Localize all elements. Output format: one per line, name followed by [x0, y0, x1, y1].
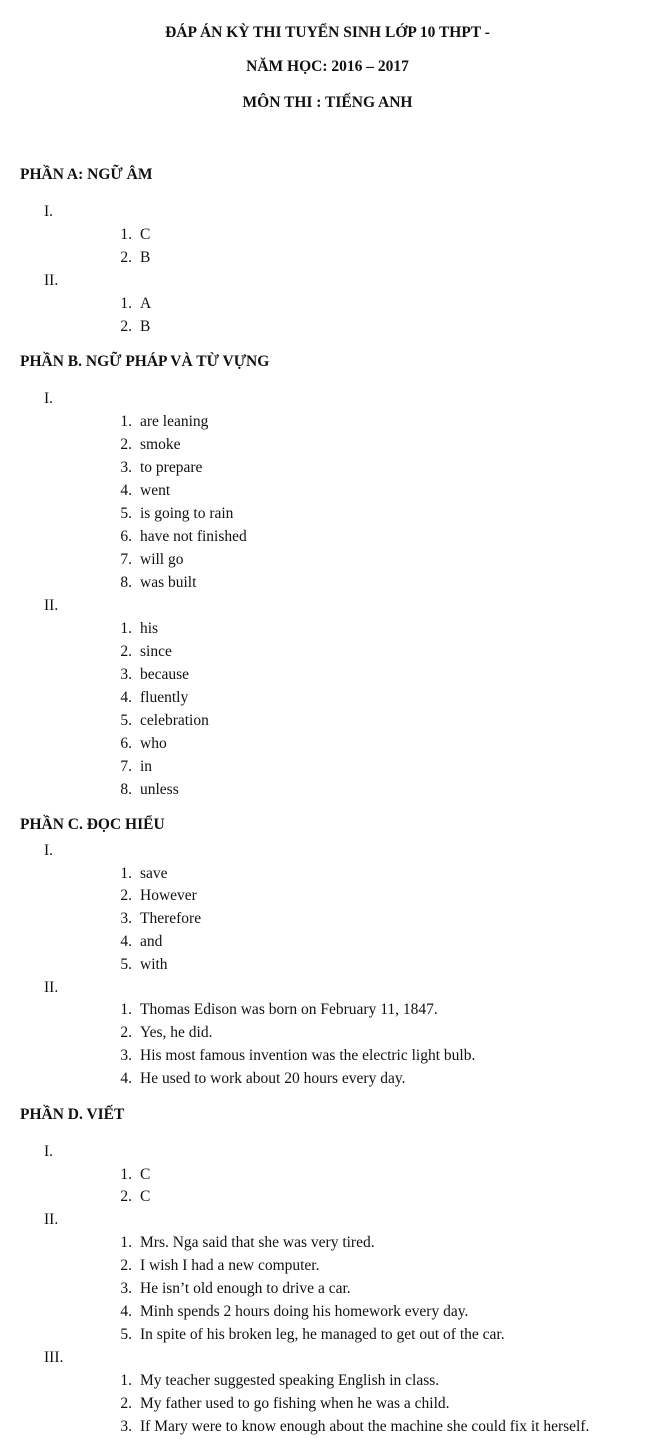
item-number: 2.: [120, 643, 132, 660]
answer-item: [112, 1280, 351, 1298]
item-number: 2.: [120, 318, 132, 335]
item-text: and: [140, 933, 163, 950]
item-text: Thomas Edison was born on February 11, 1847.: [140, 1001, 438, 1018]
answer-item: [112, 1024, 213, 1042]
item-number: 1.: [120, 1001, 132, 1018]
item-text: have not finished: [140, 528, 247, 545]
part-label: I.: [44, 390, 54, 407]
answer-item: [112, 574, 196, 592]
part-label: III.: [44, 1349, 64, 1366]
answer-item: [112, 1047, 475, 1065]
answer-item: [112, 249, 150, 267]
item-number: 1.: [120, 1372, 132, 1389]
item-number: 8.: [120, 574, 132, 591]
item-text: His most famous invention was the electric light bulb.: [140, 1047, 476, 1064]
answer-item: [112, 666, 189, 684]
header-title-line-3: MÔN THI : TIẾNG ANH: [242, 94, 413, 111]
item-number: 3.: [120, 910, 132, 927]
item-number: 4.: [120, 689, 132, 706]
answer-item: [112, 1372, 439, 1390]
item-number: 2.: [120, 1257, 132, 1274]
item-text: If Mary were to know enough about the machine she could fix it herself.: [140, 1418, 590, 1435]
item-text: My father used to go fishing when he was a child.: [140, 1395, 450, 1412]
answer-item: [112, 436, 180, 454]
part-label: II.: [44, 979, 59, 996]
item-number: 7.: [120, 758, 132, 775]
item-number: 6.: [120, 735, 132, 752]
item-text: Yes, he did.: [140, 1024, 213, 1041]
answer-item: [112, 1188, 150, 1206]
item-number: 2.: [120, 1395, 132, 1412]
item-number: 8.: [120, 781, 132, 798]
section-d-title: PHẦN D. VIẾT: [20, 1106, 125, 1123]
item-text: was built: [140, 574, 197, 591]
answer-item: [112, 712, 209, 730]
item-text: C: [140, 1188, 151, 1205]
answer-item: [112, 689, 188, 707]
section-b-title: PHẦN B. NGỮ PHÁP VÀ TỪ VỰNG: [20, 353, 270, 370]
item-text: save: [140, 865, 168, 882]
header-title-line-2: NĂM HỌC: 2016 – 2017: [246, 58, 409, 75]
item-number: 6.: [120, 528, 132, 545]
answer-item: [112, 1418, 589, 1436]
part-label: II.: [44, 597, 59, 614]
item-number: 3.: [120, 666, 132, 683]
item-number: 7.: [120, 551, 132, 568]
answer-item: [112, 933, 162, 951]
item-number: 4.: [120, 1070, 132, 1087]
item-number: 3.: [120, 1280, 132, 1297]
header-title-line-1: ĐÁP ÁN KỲ THI TUYỂN SINH LỚP 10 THPT -: [165, 24, 490, 41]
answer-item: [112, 1001, 438, 1019]
item-number: 1.: [120, 1166, 132, 1183]
answer-item: [112, 956, 168, 974]
answer-item: [112, 318, 150, 336]
item-text: fluently: [140, 689, 189, 706]
item-number: 5.: [120, 1326, 132, 1343]
answer-item: [112, 295, 151, 313]
item-number: 2.: [120, 1024, 132, 1041]
answer-item: [112, 226, 150, 244]
item-number: 1.: [120, 295, 132, 312]
item-number: 5.: [120, 505, 132, 522]
answer-item: [112, 910, 201, 928]
part-label: I.: [44, 203, 54, 220]
item-number: 2.: [120, 249, 132, 266]
item-text: Mrs. Nga said that she was very tired.: [140, 1234, 375, 1251]
item-number: 3.: [120, 459, 132, 476]
item-number: 1.: [120, 865, 132, 882]
answer-item: [112, 505, 233, 523]
item-text: Minh spends 2 hours doing his homework every day.: [140, 1303, 469, 1320]
item-text: My teacher suggested speaking English in class.: [140, 1372, 440, 1389]
answer-item: [112, 781, 179, 799]
section-a-title: PHẦN A: NGỮ ÂM: [20, 166, 153, 183]
item-number: 1.: [120, 413, 132, 430]
item-number: 4.: [120, 482, 132, 499]
answer-item: [112, 1326, 505, 1344]
answer-item: [112, 459, 202, 477]
item-text: are leaning: [140, 413, 209, 430]
item-number: 1.: [120, 620, 132, 637]
item-text: Therefore: [140, 910, 202, 927]
item-text: In spite of his broken leg, he managed to get out of the car.: [140, 1326, 505, 1343]
item-number: 2.: [120, 436, 132, 453]
item-text: C: [140, 1166, 151, 1183]
answer-item: [112, 887, 197, 905]
item-number: 4.: [120, 933, 132, 950]
part-label: I.: [44, 1143, 54, 1160]
answer-item: [112, 1257, 320, 1275]
item-text: smoke: [140, 436, 181, 453]
item-number: 5.: [120, 712, 132, 729]
item-text: in: [140, 758, 153, 775]
answer-item: [112, 758, 152, 776]
answer-item: [112, 1166, 150, 1184]
item-text: to prepare: [140, 459, 203, 476]
answer-item: [112, 643, 172, 661]
answer-item: [112, 1303, 468, 1321]
item-text: However: [140, 887, 197, 904]
item-number: 5.: [120, 956, 132, 973]
item-number: 2.: [120, 887, 132, 904]
part-label: I.: [44, 842, 54, 859]
item-number: 3.: [120, 1047, 132, 1064]
item-number: 4.: [120, 1303, 132, 1320]
part-label: II.: [44, 272, 59, 289]
answer-item: [112, 735, 167, 753]
answer-item: [112, 413, 208, 431]
item-number: 1.: [120, 226, 132, 243]
answer-item: [112, 551, 184, 569]
item-text: A: [140, 295, 152, 312]
item-text: C: [140, 226, 151, 243]
part-label: II.: [44, 1211, 59, 1228]
item-text: will go: [140, 551, 184, 568]
item-number: 2.: [120, 1188, 132, 1205]
section-c-title: PHẦN C. ĐỌC HIỂU: [20, 816, 165, 833]
answer-item: [112, 528, 247, 546]
item-text: He isn’t old enough to drive a car.: [140, 1280, 351, 1297]
answer-item: [112, 482, 170, 500]
answer-item: [112, 1395, 450, 1413]
item-text: He used to work about 20 hours every day.: [140, 1070, 406, 1087]
item-text: because: [140, 666, 190, 683]
item-text: with: [140, 956, 168, 973]
item-text: celebration: [140, 712, 209, 729]
answer-item: [112, 1070, 405, 1088]
answer-item: [112, 1234, 375, 1252]
item-text: B: [140, 318, 151, 335]
item-text: is going to rain: [140, 505, 234, 522]
answer-item: [112, 865, 168, 883]
item-text: who: [140, 735, 167, 752]
answer-item: [112, 620, 158, 638]
item-text: I wish I had a new computer.: [140, 1257, 320, 1274]
item-text: since: [140, 643, 172, 660]
item-number: 3.: [120, 1418, 132, 1435]
item-text: his: [140, 620, 159, 637]
item-number: 1.: [120, 1234, 132, 1251]
item-text: went: [140, 482, 171, 499]
item-text: B: [140, 249, 151, 266]
item-text: unless: [140, 781, 179, 798]
